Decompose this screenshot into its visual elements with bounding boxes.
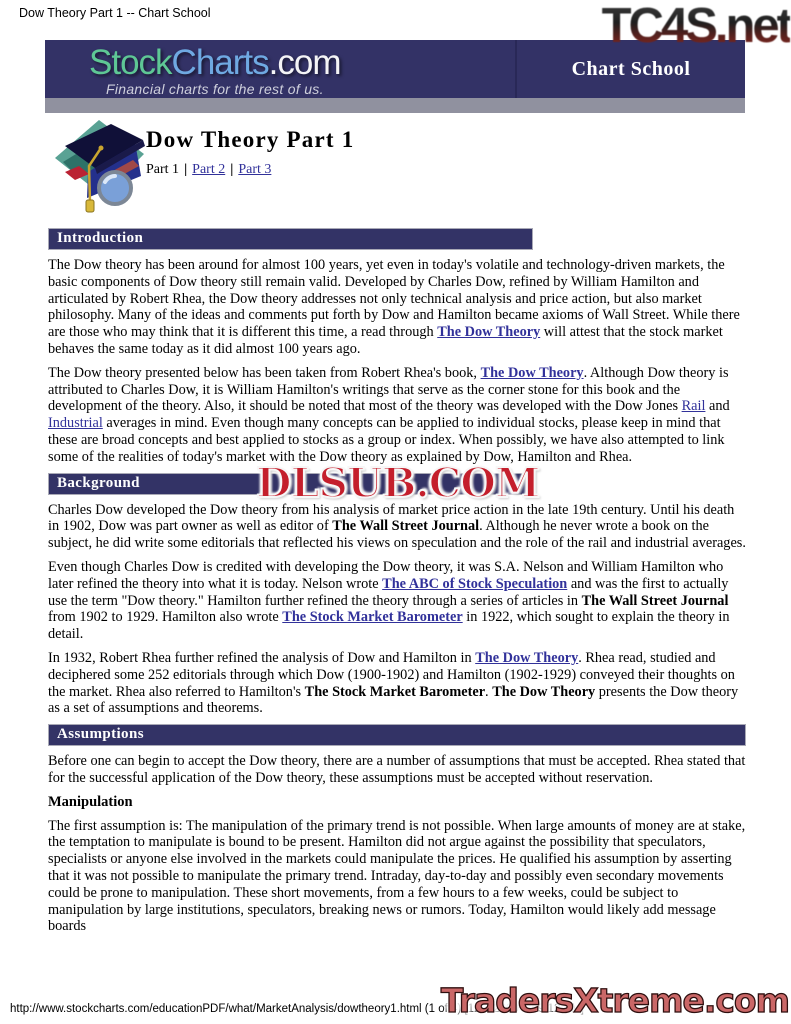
paragraph: Before one can begin to accept the Dow theory, there are a number of assumptions that must be accepted. Rhea stated that for the successful application of the Dow theory, these assumptions must be accepted without reservation. [48, 753, 746, 786]
inline-link[interactable]: The Dow Theory [475, 649, 579, 666]
paragraph: Charles Dow developed the Dow theory from his analysis of market price action in the late 19th century. Until his death in 1902, Dow was part owner as well as editor of The Wall Street Journal. Although he never wrote a book on the subject, he did write some editorials that reflected his views on speculation and the role of the rail and industrial averages. [48, 501, 746, 552]
printed-footer-url: http://www.stockcharts.com/educationPDF/what/MarketAnalysis/dowtheory1.html (1 of 4) [12/1/2000 3:59:12 PM] [10, 1003, 584, 1015]
page-title: Dow Theory Part 1 [146, 127, 355, 152]
paragraph: The first assumption is: The manipulation of the primary trend is not possible. When large amounts of money are at stake, the temptation to manipulate is bound to be present. Hamilton did not argue against the possibility that speculators, specialists or anyone else involved in the markets could manipulate the prices. He qualified his assumption by asserting that it was not possible to manipulate the primary trend. Intraday, day-to-day and possibly even secondary movements could be prone to manipulation. These short movements, from a few hours to a few weeks, could be subject to manipulation by large institutions, speculators, breaking news or rumors. Today, Hamilton would likely add message boards [48, 817, 746, 935]
part-3-link[interactable]: Part 3 [238, 162, 272, 177]
section-header-introduction: Introduction [48, 228, 533, 250]
inline-link[interactable]: The Dow Theory [480, 364, 584, 381]
inline-link[interactable]: Rail [681, 398, 706, 415]
part-nav-separator: | [230, 162, 234, 177]
section-header-assumptions: Assumptions [48, 724, 746, 746]
part-2-link[interactable]: Part 2 [192, 162, 226, 177]
part-nav-separator: | [184, 162, 188, 177]
graduation-cap-icon [49, 116, 146, 213]
inline-link[interactable]: The Dow Theory [437, 324, 541, 341]
paragraph: In 1932, Robert Rhea further refined the analysis of Dow and Hamilton in The Dow Theory. Rhea read, studied and deciphered some 252 editorials through which Dow (1900-1902) and Hamilton (1902-1929) conveyed their thoughts on the market. Rhea also referred to Hamilton's The Stock Market Barometer. The Dow Theory presents the Dow theory as a set of assumptions and theorems. [48, 649, 739, 717]
tc4s-watermark: TC4S.net [601, 0, 790, 53]
logo-part-com: .com [268, 43, 341, 82]
logo-tagline: Financial charts for the rest of us. [106, 80, 324, 97]
chart-school-label: Chart School [571, 57, 691, 80]
logo-part-charts: Charts [171, 43, 269, 82]
inline-link[interactable]: The ABC of Stock Speculation [382, 575, 568, 592]
part-navigation [146, 162, 271, 178]
header-gray-bar [45, 98, 745, 113]
printed-page-title: Dow Theory Part 1 -- Chart School [19, 6, 211, 20]
background-bar-wrap [48, 458, 746, 507]
dlsub-watermark: DLSUB.COM [256, 458, 540, 507]
paragraph: The Dow theory has been around for almost 100 years, yet even in today's volatile and technology-driven markets, the basic components of Dow theory still remain valid. Developed by Charles Dow, refined by William Hamilton and articulated by Robert Rhea, the Dow theory addresses not only technical analysis and price action, but also market philosophy. Many of the ideas and comments put forth by Dow and Hamilton became axioms of Wall Street. While there are those who may think that it is different this time, a read through The Dow Theory will attest that the stock market behaves the same today as it did almost 100 years ago. [48, 257, 740, 357]
part-nav-current: Part 1 [146, 162, 180, 177]
subheading-manipulation: Manipulation [48, 793, 133, 810]
logo-part-stock: Stock [89, 43, 172, 82]
inline-link[interactable]: Industrial [48, 415, 103, 432]
article-body [48, 228, 746, 942]
tradersxtreme-watermark: TradersXtreme.com [440, 981, 789, 1020]
paragraph: Even though Charles Dow is credited with developing the Dow theory, it was S.A. Nelson and William Hamilton who later refined the theory into what it is today. Nelson wrote The ABC of Stock Speculation and was the first to actually use the term "Dow theory." Hamilton further refined the theory through a series of articles in The Wall Street Journal from 1902 to 1929. Hamilton also wrote The Stock Market Barometer in 1922, which sought to explain the theory in detail. [48, 558, 730, 643]
stockcharts-logo-text [89, 45, 341, 82]
stockcharts-logo[interactable] [89, 45, 341, 97]
paragraph: The Dow theory presented below has been taken from Robert Rhea's book, The Dow Theory. Although Dow theory is attributed to Charles Dow, it is William Hamilton's writings that serve as the corner stone for this book and the development of the theory. Also, it should be noted that most of the theory was developed with the Dow Jones Rail and Industrial averages in mind. Even though many concepts can be applied to individual stocks, please keep in mind that these are broad concepts and best applied to stocks as a group or index. When possibly, we have also attempted to link some of the realities of today's market with the Dow theory as explained by Dow, Hamilton and Rhea. [48, 364, 730, 465]
section-header-background: Background [48, 473, 533, 495]
inline-link[interactable]: The Stock Market Barometer [282, 609, 463, 626]
